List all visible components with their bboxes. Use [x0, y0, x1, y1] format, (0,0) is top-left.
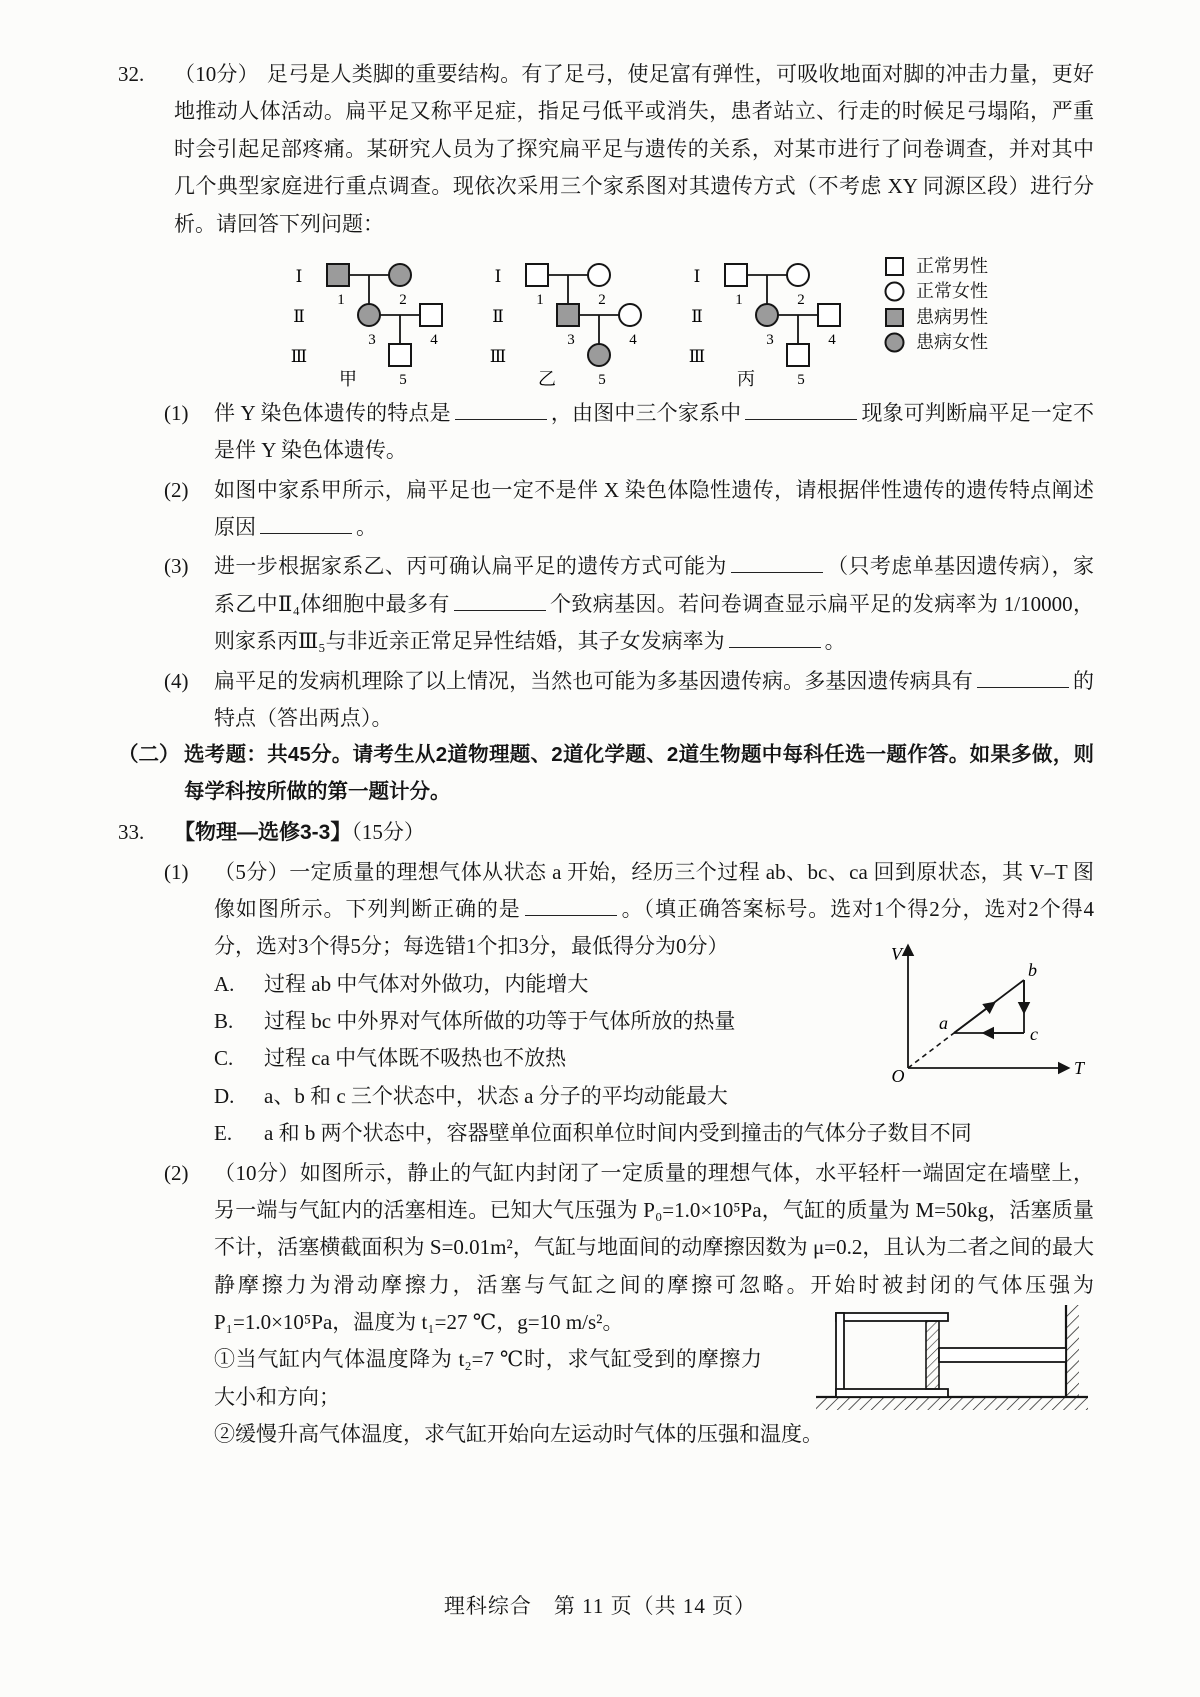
question-32-number: 32. — [118, 62, 145, 86]
q33-sub2-item-2: ②缓慢升高气体温度，求气缸开始向左运动时气体的压强和温度。 — [214, 1422, 823, 1447]
answer-blank — [731, 551, 823, 573]
sub-question-3-text: 个致病基因。若问卷调查显示扁平足的发病率为 1/10000，则家系丙Ⅲ₅与非近亲正常足异性结婚，其子女发病率为 — [214, 591, 1094, 654]
sub-question-1-text: 伴 Y 染色体遗传的特点是 — [214, 400, 451, 425]
member-number: 4 — [828, 331, 836, 348]
sub-question-3-number: (3) — [164, 554, 189, 579]
legend-label: 正常男性 — [916, 255, 988, 276]
generation-label: Ⅱ — [492, 306, 504, 326]
legend-normal-male — [883, 255, 988, 278]
generation-label: Ⅰ — [693, 266, 701, 286]
affected-male-icon — [883, 306, 908, 329]
normal-female-icon — [883, 280, 908, 303]
question-33-heading — [118, 814, 1094, 851]
option-d-text: a、b 和 c 三个状态中，状态 a 分子的平均动能最大 — [264, 1083, 728, 1108]
legend-label: 患病女性 — [916, 332, 988, 353]
sub-question-4-text: 的特点（答出两点）。 — [214, 668, 1095, 730]
option-a-text: 过程 ab 中气体对外做功，内能增大 — [264, 971, 589, 996]
sub-question-1 — [118, 395, 1094, 470]
q33-options — [214, 943, 1094, 1153]
option-c-label: C. — [214, 1046, 234, 1071]
legend-normal-female — [883, 280, 988, 303]
wall-hatching — [1066, 1305, 1079, 1397]
member-乙-3 — [557, 304, 579, 326]
sub-question-1-text: ，由图中三个家系中 — [550, 400, 742, 425]
question-32-score: （10分） — [174, 62, 259, 86]
rod — [939, 1348, 1066, 1362]
sub-question-2-number: (2) — [164, 477, 189, 502]
gas-cylinder-diagram — [814, 1297, 1092, 1415]
member-number: 3 — [766, 331, 774, 348]
pedigree-name: 乙 — [538, 368, 556, 389]
member-甲-5 — [389, 344, 411, 366]
answer-blank — [260, 512, 352, 534]
pedigree-chart-bing — [684, 249, 859, 389]
question-33-number: 33. — [118, 820, 145, 845]
member-number: 5 — [399, 371, 407, 388]
pedigree-chart-yi — [485, 249, 660, 389]
member-乙-1 — [526, 264, 548, 286]
member-number: 4 — [629, 331, 637, 348]
option-e-label: E. — [214, 1121, 233, 1146]
sub-question-3 — [118, 548, 1094, 660]
ground-hatching — [816, 1397, 1088, 1410]
member-number: 5 — [797, 371, 805, 388]
member-number: 4 — [430, 331, 438, 348]
member-丙-4 — [818, 304, 840, 326]
option-e — [214, 1115, 1094, 1152]
member-甲-2 — [389, 264, 411, 286]
q33-sub1-text: 。（填正确答案标号。选对1个得2分，选对2个得4分，选对3个得5分；每选错1个扣3分，最低得分为0分） — [214, 896, 1095, 959]
member-number: 2 — [598, 291, 606, 308]
pedigree-figure — [286, 249, 1094, 389]
member-number: 5 — [598, 371, 606, 388]
page-footer: 理科综合 第 11 页（共 14 页） — [443, 1594, 757, 1618]
piston — [926, 1321, 939, 1389]
generation-label: Ⅲ — [290, 346, 308, 366]
q33-sub1-number: (1) — [164, 859, 189, 884]
q33-sub2-items — [214, 1341, 1094, 1453]
question-32-intro: 足弓是人类脚的重要结构。有了足弓，使足富有弹性，可吸收地面对脚的冲击力量，更好地推动人体活动。扁平足又称平足症，指足弓低平或消失，患者站立、行走的时候足弓塌陷，严重时会引起足部疼痛。某研究人员为了探究扁平足与遗传的关系，对某市进行了问卷调查，并对其中几个典型家庭进行重点调查。现依次采用三个家系图对其遗传方式（不考虑 XY 同源区段）进行分析。请回答下列问题： — [174, 62, 1094, 236]
section-elective-note — [118, 737, 1094, 810]
answer-blank — [525, 894, 617, 916]
section-text: 选考题：共45分。请考生从2道物理题、2道化学题、2道生物题中每科任选一题作答。如果多做，则每学科按所做的第一题计分。 — [184, 743, 1094, 803]
member-丙-1 — [725, 264, 747, 286]
member-乙-2 — [588, 264, 610, 286]
member-甲-4 — [420, 304, 442, 326]
q33-sub-question-2 — [118, 1155, 1094, 1454]
member-丙-2 — [787, 264, 809, 286]
point-label-a: a — [939, 1012, 948, 1033]
sub-question-4 — [118, 663, 1094, 738]
question-33-title: 【物理—选修3-3】 — [174, 821, 352, 845]
pedigree-name: 丙 — [737, 368, 755, 389]
affected-female-icon — [883, 331, 908, 354]
generation-label: Ⅰ — [295, 266, 303, 286]
pedigree-legend — [883, 255, 988, 355]
legend-affected-male — [883, 306, 988, 329]
cylinder-left-wall — [836, 1313, 844, 1397]
pedigree-name: 甲 — [339, 368, 357, 389]
generation-label: Ⅲ — [489, 346, 507, 366]
question-32 — [118, 56, 1094, 243]
member-number: 3 — [567, 331, 575, 348]
q33-sub2-item-1: ①当气缸内气体温度降为 t₂=7 ℃时，求气缸受到的摩擦力大小和方向； — [214, 1347, 762, 1409]
cylinder-top-wall — [836, 1313, 948, 1321]
member-number: 2 — [399, 291, 407, 308]
sub-question-2 — [118, 472, 1094, 547]
cylinder-bottom-wall — [836, 1389, 948, 1397]
member-number: 1 — [536, 291, 544, 308]
sub-question-4-number: (4) — [164, 668, 189, 693]
normal-male-icon — [883, 255, 908, 278]
member-乙-5 — [588, 344, 610, 366]
option-c-text: 过程 ca 中气体既不吸热也不放热 — [264, 1046, 567, 1071]
answer-blank — [977, 666, 1069, 688]
legend-label: 患病男性 — [916, 306, 988, 327]
sub-question-1-text: 现象可判断扁平足一定不是伴 Y 染色体遗传。 — [214, 400, 1095, 463]
member-丙-5 — [787, 344, 809, 366]
option-b-text: 过程 bc 中外界对气体所做的功等于气体所放的热量 — [264, 1009, 736, 1034]
vt-graph — [878, 930, 1088, 1088]
member-number: 2 — [797, 291, 805, 308]
option-d-label: D. — [214, 1083, 235, 1108]
axis-label-t: T — [1074, 1057, 1085, 1078]
option-a-label: A. — [214, 971, 235, 996]
member-number: 3 — [368, 331, 376, 348]
origin-label: O — [891, 1065, 905, 1086]
member-乙-4 — [619, 304, 641, 326]
sub-question-2-text: 如图中家系甲所示，扁平足也一定不是伴 X 染色体隐性遗传，请根据伴性遗传的遗传特点阐述原因 — [214, 477, 1094, 539]
pedigree-chart-jia — [286, 249, 461, 389]
sub-question-4-text: 扁平足的发病机理除了以上情况，当然也可能为多基因遗传病。多基因遗传病具有 — [214, 668, 973, 693]
sub-question-2-text: 。 — [356, 515, 377, 539]
legend-label: 正常女性 — [916, 281, 988, 302]
answer-blank — [455, 398, 547, 420]
option-e-text: a 和 b 两个状态中，容器壁单位面积单位时间内受到撞击的气体分子数目不同 — [264, 1121, 972, 1146]
q33-sub-question-1 — [118, 854, 1094, 1153]
generation-label: Ⅰ — [494, 266, 502, 286]
point-label-b: b — [1028, 959, 1037, 980]
sub-question-1-number: (1) — [164, 400, 189, 425]
q33-sub1-text: （5分）一定质量的理想气体从状态 a 开始，经历三个过程 ab、bc、ca 回到原状态，其 V–T 图像如图所示。下列判断正确的是 — [214, 859, 1094, 921]
member-number: 1 — [337, 291, 345, 308]
option-b-label: B. — [214, 1009, 234, 1034]
section-number: （二） — [118, 743, 180, 767]
member-甲-3 — [358, 304, 380, 326]
member-number: 1 — [735, 291, 743, 308]
answer-blank — [454, 589, 546, 611]
axis-label-v: V — [891, 943, 902, 964]
sub-question-3-text: 。 — [824, 629, 846, 654]
legend-affected-female — [883, 331, 988, 354]
q33-sub2-number: (2) — [164, 1160, 189, 1185]
answer-blank — [745, 398, 857, 420]
member-甲-1 — [327, 264, 349, 286]
answer-blank — [729, 626, 821, 648]
q33-sub2-text: （10分）如图所示，静止的气缸内封闭了一定质量的理想气体，水平轻杆一端固定在墙壁上，另一端与气缸内的活塞相连。已知大气压强为 P₀=1.0×10⁵Pa，气缸的质量为 M=50kg，活塞质量不计，活塞横截面积为 S=0.01m²，气缸与地面间的动摩擦因数为 μ=0.2，且认为二者之间的最大静摩擦力为滑动摩擦力，活塞与气缸之间的摩擦可忽略。开始时被封闭的气体压强为 P₁=1.0×10⁵Pa，温度为 t₁=27 ℃，g=10 m/s²。 — [214, 1160, 1094, 1335]
question-33-score: （15分） — [351, 820, 425, 845]
generation-label: Ⅲ — [688, 346, 706, 366]
point-label-c: c — [1030, 1023, 1038, 1044]
sub-question-3-text: 进一步根据家系乙、丙可确认扁平足的遗传方式可能为 — [214, 554, 727, 579]
generation-label: Ⅱ — [691, 306, 703, 326]
segment-ab-arrow — [954, 1003, 994, 1033]
member-丙-3 — [756, 304, 778, 326]
dashed-oa-line — [908, 1033, 954, 1068]
sub-question-3-text: （只考虑单基因遗传病），家系乙中Ⅱ₄体细胞中最多有 — [214, 554, 1095, 616]
generation-label: Ⅱ — [293, 306, 305, 326]
